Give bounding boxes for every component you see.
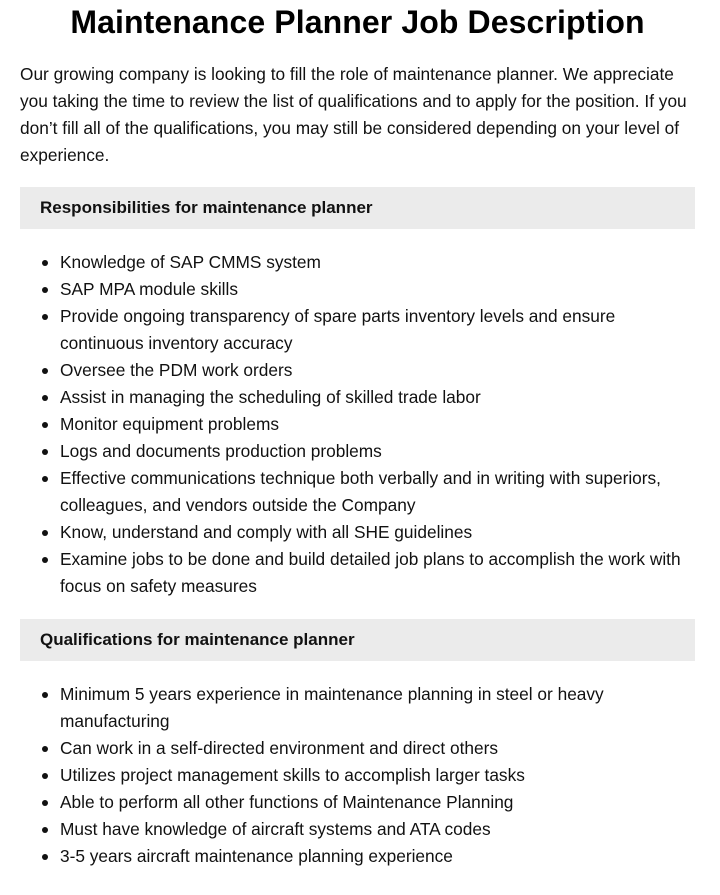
intro-paragraph: Our growing company is looking to fill the role of maintenance planner. We appreciate you taking the time to review the list of qualifications and to apply for the position. If you don’t fill all of the qualifications, you may still be considered depending on your level of experience. [20, 64, 687, 165]
list-item: Minimum 5 years experience in maintenance planning in steel or heavy manufacturing [60, 681, 695, 735]
list-item: SAP MPA module skills [60, 276, 695, 303]
list-item: Monitor equipment problems [60, 411, 695, 438]
list-item: Logs and documents production problems [60, 438, 695, 465]
list-item: 3-5 years aircraft maintenance planning experience [60, 843, 695, 870]
responsibilities-heading: Responsibilities for maintenance planner [20, 187, 695, 229]
list-item: Able to perform all other functions of Maintenance Planning [60, 789, 695, 816]
responsibilities-list [20, 249, 695, 600]
list-item: Examine jobs to be done and build detailed job plans to accomplish the work with focus on safety measures [60, 546, 695, 600]
list-item: Assist in managing the scheduling of skilled trade labor [60, 384, 695, 411]
qualifications-list [20, 681, 695, 870]
list-item: Knowledge of SAP CMMS system [60, 249, 695, 276]
qualifications-heading: Qualifications for maintenance planner [20, 619, 695, 661]
list-item: Utilizes project management skills to accomplish larger tasks [60, 762, 695, 789]
list-item: Oversee the PDM work orders [60, 357, 695, 384]
list-item: Effective communications technique both verbally and in writing with superiors, colleagues, and vendors outside the Company [60, 465, 695, 519]
list-item: Can work in a self-directed environment and direct others [60, 735, 695, 762]
page-title: Maintenance Planner Job Description [70, 4, 645, 40]
list-item: Know, understand and comply with all SHE guidelines [60, 519, 695, 546]
list-item: Must have knowledge of aircraft systems and ATA codes [60, 816, 695, 843]
list-item: Provide ongoing transparency of spare parts inventory levels and ensure continuous inventory accuracy [60, 303, 695, 357]
